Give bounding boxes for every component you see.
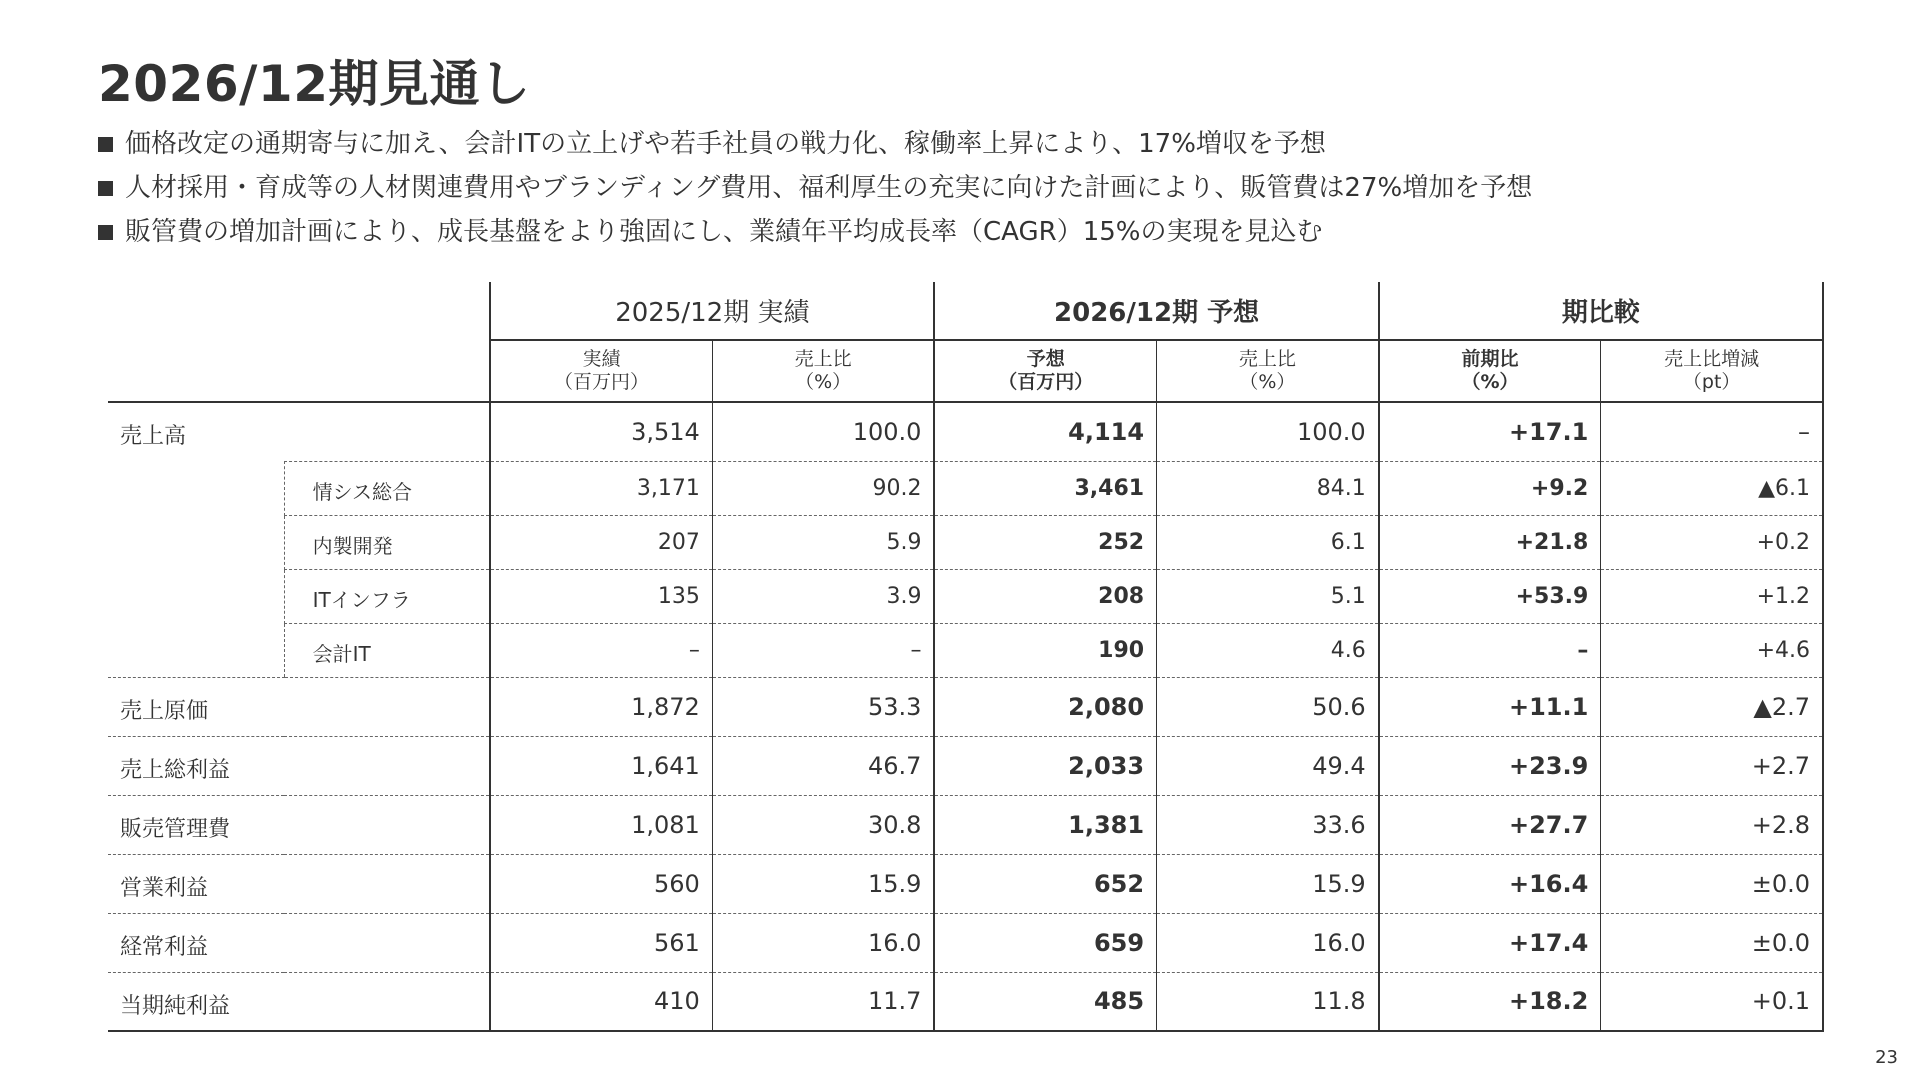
table-row <box>108 913 1823 972</box>
ratio-change-value: +2.7 <box>1601 736 1823 795</box>
yoy-value: +53.9 <box>1379 569 1601 623</box>
bullet-square-icon <box>98 181 113 196</box>
table-row <box>108 795 1823 854</box>
forecast-ratio-value: 33.6 <box>1157 795 1379 854</box>
actual-value: 560 <box>490 854 712 913</box>
bullet-text: 人材採用・育成等の人材関連費用やブランディング費用、福利厚生の充実に向けた計画により、販管費は27%増加を予想 <box>125 173 1533 203</box>
forecast-value: 1,381 <box>934 795 1156 854</box>
bullet-item <box>98 122 1532 166</box>
table-row <box>108 972 1823 1031</box>
forecast-ratio-value: 15.9 <box>1157 854 1379 913</box>
actual-value: 561 <box>490 913 712 972</box>
row-label: 売上総利益 <box>108 736 490 795</box>
group-header-2026-forecast: 2026/12期 予想 <box>934 282 1378 340</box>
row-label: 会計IT <box>284 623 490 677</box>
actual-ratio-value: 3.9 <box>712 569 934 623</box>
yoy-value: +9.2 <box>1379 461 1601 515</box>
forecast-ratio-value: 49.4 <box>1157 736 1379 795</box>
forecast-ratio-value: 11.8 <box>1157 972 1379 1031</box>
sub-header-actual: 実績 （百万円） <box>490 340 712 402</box>
ratio-change-value: ▲6.1 <box>1601 461 1823 515</box>
row-label: 当期純利益 <box>108 972 490 1031</box>
forecast-ratio-value: 100.0 <box>1157 402 1379 461</box>
group-header-2025-actual: 2025/12期 実績 <box>490 282 934 340</box>
forecast-ratio-value: 6.1 <box>1157 515 1379 569</box>
row-label: 経常利益 <box>108 913 490 972</box>
forecast-value: 208 <box>934 569 1156 623</box>
ratio-change-value: +1.2 <box>1601 569 1823 623</box>
actual-ratio-value: 46.7 <box>712 736 934 795</box>
actual-ratio-value: 5.9 <box>712 515 934 569</box>
table-row <box>108 623 1823 677</box>
actual-ratio-value: – <box>712 623 934 677</box>
actual-ratio-value: 53.3 <box>712 677 934 736</box>
forecast-value: 190 <box>934 623 1156 677</box>
row-label: 売上高 <box>120 424 187 449</box>
forecast-value: 2,080 <box>934 677 1156 736</box>
yoy-value: +16.4 <box>1379 854 1601 913</box>
bullet-text: 価格改定の通期寄与に加え、会計ITの立上げや若手社員の戦力化、稼働率上昇により、17%増収を予想 <box>125 129 1326 159</box>
forecast-value: 652 <box>934 854 1156 913</box>
forecast-value: 659 <box>934 913 1156 972</box>
row-label: ITインフラ <box>284 569 490 623</box>
actual-value: 135 <box>490 569 712 623</box>
table-row <box>108 515 1823 569</box>
page-title: 2026/12期見通し <box>98 55 531 113</box>
page-number: 23 <box>1875 1047 1898 1068</box>
table-row <box>108 402 1823 461</box>
yoy-value: +17.1 <box>1379 402 1601 461</box>
bullet-square-icon <box>98 225 113 240</box>
forecast-ratio-value: 16.0 <box>1157 913 1379 972</box>
group-header-row <box>108 282 1823 340</box>
bullet-list <box>98 122 1532 254</box>
row-label: 販売管理費 <box>108 795 490 854</box>
actual-value: 410 <box>490 972 712 1031</box>
bullet-item <box>98 166 1532 210</box>
bullet-item <box>98 210 1532 254</box>
ratio-change-value: ▲2.7 <box>1601 677 1823 736</box>
actual-ratio-value: 16.0 <box>712 913 934 972</box>
bullet-square-icon <box>98 137 113 152</box>
table-row <box>108 461 1823 515</box>
group-header-comparison: 期比較 <box>1379 282 1823 340</box>
ratio-change-value: – <box>1601 402 1823 461</box>
forecast-value: 4,114 <box>934 402 1156 461</box>
row-label: 内製開発 <box>284 515 490 569</box>
actual-ratio-value: 11.7 <box>712 972 934 1031</box>
actual-ratio-value: 90.2 <box>712 461 934 515</box>
table-row <box>108 854 1823 913</box>
row-label: 売上原価 <box>108 677 490 736</box>
sub-header-row <box>108 340 1823 402</box>
actual-value: 1,081 <box>490 795 712 854</box>
forecast-ratio-value: 5.1 <box>1157 569 1379 623</box>
sub-header-yoy: 前期比 （%） <box>1379 340 1601 402</box>
ratio-change-value: ±0.0 <box>1601 854 1823 913</box>
empty-header-cell <box>108 340 490 402</box>
actual-ratio-value: 15.9 <box>712 854 934 913</box>
actual-ratio-value: 100.0 <box>712 402 934 461</box>
actual-value: 1,872 <box>490 677 712 736</box>
bullet-text: 販管費の増加計画により、成長基盤をより強固にし、業績年平均成長率（CAGR）15%の実現を見込む <box>125 217 1323 247</box>
yoy-value: +21.8 <box>1379 515 1601 569</box>
ratio-change-value: +0.1 <box>1601 972 1823 1031</box>
yoy-value: +23.9 <box>1379 736 1601 795</box>
empty-header-cell <box>108 282 490 340</box>
indent-spacer <box>108 461 284 677</box>
sub-header-actual-ratio: 売上比 （%） <box>712 340 934 402</box>
actual-value: 3,171 <box>490 461 712 515</box>
yoy-value: +27.7 <box>1379 795 1601 854</box>
row-label: 営業利益 <box>108 854 490 913</box>
actual-value: 1,641 <box>490 736 712 795</box>
sub-header-ratio-change: 売上比増減 （pt） <box>1601 340 1823 402</box>
actual-ratio-value: 30.8 <box>712 795 934 854</box>
forecast-value: 2,033 <box>934 736 1156 795</box>
forecast-ratio-value: 4.6 <box>1157 623 1379 677</box>
forecast-value: 3,461 <box>934 461 1156 515</box>
table-row <box>108 569 1823 623</box>
forecast-value: 485 <box>934 972 1156 1031</box>
yoy-value: – <box>1379 623 1601 677</box>
financial-forecast-table <box>108 282 1824 1032</box>
ratio-change-value: ±0.0 <box>1601 913 1823 972</box>
actual-value: 3,514 <box>490 402 712 461</box>
yoy-value: +11.1 <box>1379 677 1601 736</box>
row-label: 情シス総合 <box>284 461 490 515</box>
yoy-value: +18.2 <box>1379 972 1601 1031</box>
forecast-value: 252 <box>934 515 1156 569</box>
sub-header-forecast-ratio: 売上比 （%） <box>1157 340 1379 402</box>
table-row <box>108 736 1823 795</box>
forecast-ratio-value: 84.1 <box>1157 461 1379 515</box>
ratio-change-value: +2.8 <box>1601 795 1823 854</box>
forecast-ratio-value: 50.6 <box>1157 677 1379 736</box>
actual-value: 207 <box>490 515 712 569</box>
ratio-change-value: +0.2 <box>1601 515 1823 569</box>
ratio-change-value: +4.6 <box>1601 623 1823 677</box>
actual-value: – <box>490 623 712 677</box>
sub-header-forecast: 予想 （百万円） <box>934 340 1156 402</box>
table-row <box>108 677 1823 736</box>
yoy-value: +17.4 <box>1379 913 1601 972</box>
